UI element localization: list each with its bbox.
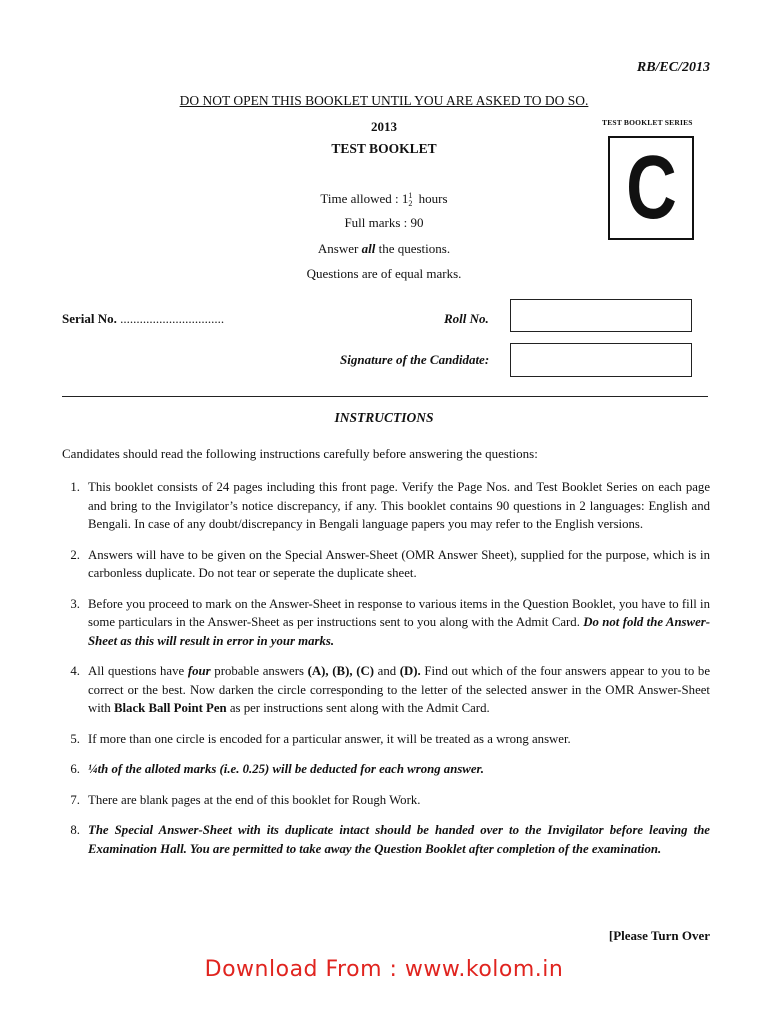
answer-all: Answer all the questions.: [317, 241, 451, 256]
signature-label: Signature of the Candidate:: [340, 352, 490, 367]
roll-number-label: Roll No.: [444, 311, 489, 326]
instruction-item: 7. There are blank pages at the end of this booklet for Rough Work.: [70, 792, 421, 807]
instruction-item: 8. The Special Answer-Sheet with its duplicate intact should be handed over to the Invigilator before leaving the Examination Hall. You are permitted to take away the Question Booklet after completion of the examination.: [70, 823, 710, 856]
series-letter: C: [625, 138, 677, 238]
serial-number-field: Serial No. ................................: [62, 311, 225, 326]
instruction-item: 2. Answers will have to be given on the Special Answer-Sheet (OMR Answer Sheet), supplied for the purpose, which is in carbonless duplicate. Do not tear or seperate the duplicate sheet.: [70, 547, 710, 580]
please-turn-over: [Please Turn Over: [608, 928, 710, 943]
instruction-item: 3. Before you proceed to mark on the Answer-Sheet in response to various items in the Question Booklet, you have to fill in some particulars in the Answer-Sheet as per instructions sent to you along with the Admit Card. Do not fold the Answer-Sheet as this will result in error in your marks.: [70, 596, 710, 648]
instruction-item: 5. If more than one circle is encoded for a particular answer, it will be treated as a wrong answer.: [70, 731, 571, 746]
instructions-intro: Candidates should read the following instructions carefully before answering the questions:: [62, 446, 538, 461]
roll-number-box[interactable]: [510, 299, 692, 332]
full-marks: Full marks : 90: [344, 215, 424, 230]
booklet-title: TEST BOOKLET: [331, 141, 437, 156]
time-fraction: 1 2: [408, 191, 413, 209]
instruction-item: 6. ¼th of the alloted marks (i.e. 0.25) will be deducted for each wrong answer.: [70, 762, 484, 776]
booklet-code: RB/EC/2013: [636, 60, 710, 75]
notice-text: DO NOT OPEN THIS BOOKLET UNTIL YOU ARE ASKED TO DO SO.: [179, 93, 589, 108]
series-label: TEST BOOKLET SERIES: [602, 118, 693, 127]
signature-box[interactable]: [510, 343, 692, 377]
time-allowed: Time allowed : 1 1 2 hours: [320, 191, 448, 209]
instructions-list: [62, 478, 710, 870]
instructions-heading: INSTRUCTIONS: [334, 410, 434, 425]
equal-marks: Questions are of equal marks.: [306, 266, 462, 281]
divider: [62, 396, 708, 397]
download-link[interactable]: Download From : www.kolom.in: [204, 957, 564, 982]
instruction-item: 1. This booklet consists of 24 pages including this front page. Verify the Page Nos. and Test Booklet Series on each page and bring to the Invigilator’s notice discrepancy, if any. This booklet contains 90 questions in 2 languages: English and Bengali. In case of any doubt/discrepancy in Bengali language papers you may refer to the English versions.: [70, 480, 710, 531]
exam-year: 2013: [371, 119, 397, 134]
instruction-item: 4. All questions have four probable answers (A), (B), (C) and (D). Find out which of the four answers appear to you to be correct or the best. Now darken the circle corresponding to the letter of the selected answer in the OMR Answer-Sheet with Black Ball Point Pen as per instructions sent along with the Admit Card.: [70, 664, 710, 715]
